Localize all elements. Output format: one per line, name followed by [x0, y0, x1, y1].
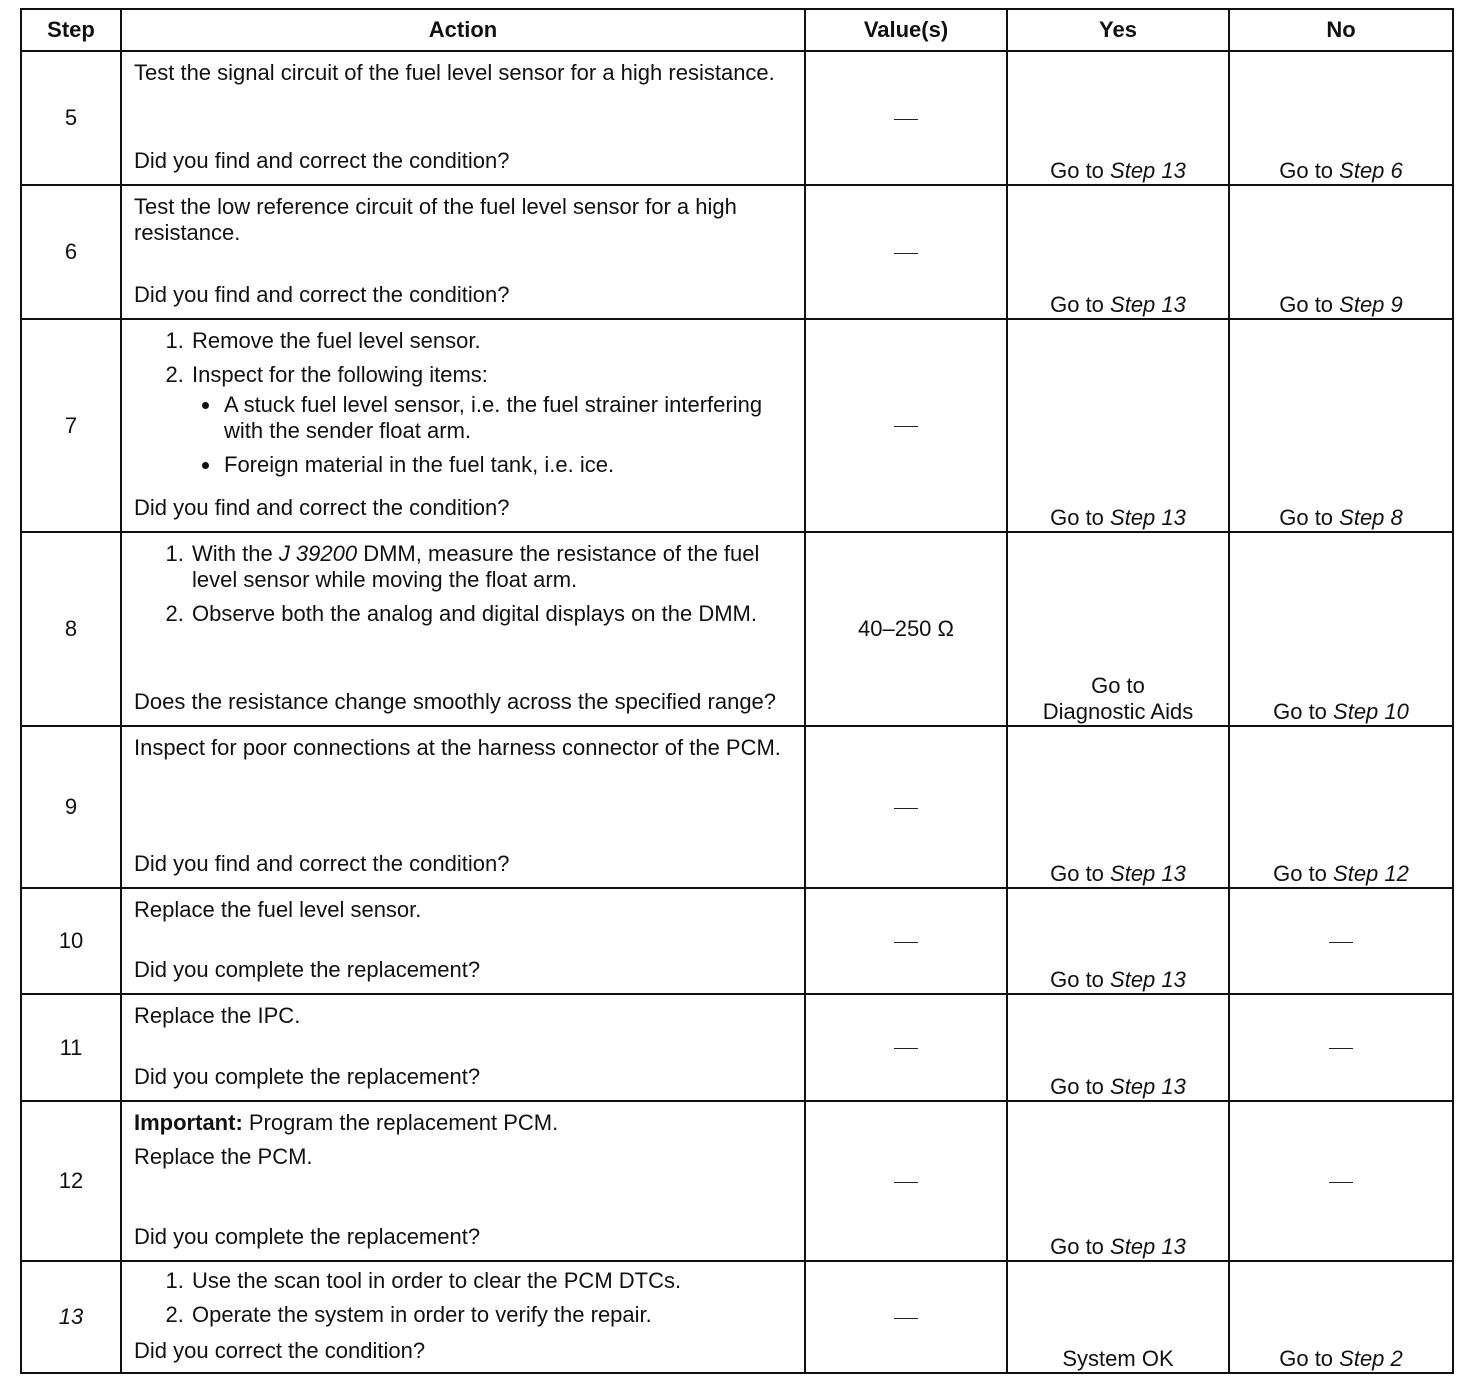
- action-question: Did you find and correct the condition?: [134, 148, 510, 173]
- value-cell: [805, 888, 1007, 994]
- yes-prefix: Go to: [1091, 673, 1145, 698]
- step-number: 6: [21, 185, 121, 319]
- action-cell: [121, 532, 805, 726]
- header-step: Step: [21, 9, 121, 51]
- step-number: 11: [21, 994, 121, 1101]
- no-step-link[interactable]: Step 2: [1339, 1346, 1403, 1371]
- table-row: [21, 185, 1453, 319]
- no-cell: [1229, 888, 1453, 994]
- empty-no-dash: [1329, 1182, 1353, 1183]
- header-values: Value(s): [805, 9, 1007, 51]
- tool-reference: J 39200: [278, 541, 358, 566]
- value-cell: [805, 1261, 1007, 1373]
- header-action: Action: [121, 9, 805, 51]
- yes-step-link[interactable]: Step 13: [1110, 1234, 1186, 1259]
- no-prefix: Go to: [1279, 1346, 1340, 1371]
- yes-cell: [1007, 532, 1229, 726]
- important-label: Important:: [134, 1110, 243, 1135]
- action-cell: [121, 51, 805, 185]
- diagnostic-table: [20, 8, 1454, 1374]
- empty-value-dash: [894, 1318, 918, 1319]
- yes-prefix: Go to: [1050, 861, 1111, 886]
- yes-cell: [1007, 185, 1229, 319]
- action-step-item: 1. Use the scan tool in order to clear the PCM DTCs.: [190, 1268, 792, 1294]
- value-cell: [805, 1101, 1007, 1261]
- action-question: Did you correct the condition?: [134, 1338, 426, 1363]
- no-step-link[interactable]: Step 10: [1333, 699, 1409, 724]
- action-cell: [121, 185, 805, 319]
- empty-value-dash: [894, 253, 918, 254]
- action-question: Did you complete the replacement?: [134, 1064, 481, 1089]
- action-step-item: [190, 362, 792, 478]
- yes-prefix: Go to: [1050, 1074, 1111, 1099]
- value-cell: 40–250 Ω: [805, 532, 1007, 726]
- yes-prefix: Go to: [1050, 1234, 1111, 1259]
- no-prefix: Go to: [1273, 699, 1334, 724]
- no-prefix: Go to: [1279, 292, 1340, 317]
- step-number: 7: [21, 319, 121, 532]
- yes-cell: System OK: [1007, 1261, 1229, 1373]
- yes-prefix: Go to: [1050, 967, 1111, 992]
- yes-cell: [1007, 319, 1229, 532]
- no-prefix: Go to: [1279, 158, 1340, 183]
- step-number: 12: [21, 1101, 121, 1261]
- yes-cell: [1007, 51, 1229, 185]
- header-no: No: [1229, 9, 1453, 51]
- step-number: 8: [21, 532, 121, 726]
- action-steps: [134, 328, 792, 486]
- action-text: Test the signal circuit of the fuel level sensor for a high resistance.: [134, 60, 775, 85]
- action-cell: [121, 726, 805, 888]
- yes-step-link[interactable]: Step 13: [1110, 1074, 1186, 1099]
- action-question: Did you find and correct the condition?: [134, 282, 510, 307]
- action-cell: [121, 888, 805, 994]
- action-text: Replace the fuel level sensor.: [134, 897, 422, 922]
- no-cell: [1229, 532, 1453, 726]
- empty-value-dash: [894, 942, 918, 943]
- yes-step-link[interactable]: Step 13: [1110, 158, 1186, 183]
- no-step-link[interactable]: Step 9: [1339, 292, 1403, 317]
- empty-value-dash: [894, 1048, 918, 1049]
- step-number: 10: [21, 888, 121, 994]
- no-cell: [1229, 185, 1453, 319]
- table-row: [21, 888, 1453, 994]
- yes-step-link[interactable]: Step 13: [1110, 292, 1186, 317]
- action-step-text: With the: [192, 541, 279, 566]
- important-note: [134, 1110, 792, 1136]
- no-step-link[interactable]: Step 8: [1339, 505, 1403, 530]
- empty-no-dash: [1329, 942, 1353, 943]
- yes-cell: [1007, 726, 1229, 888]
- action-step-item: 2. Operate the system in order to verify the repair.: [190, 1302, 792, 1328]
- empty-no-dash: [1329, 1048, 1353, 1049]
- table-row: [21, 1261, 1453, 1373]
- action-question: Did you complete the replacement?: [134, 1224, 481, 1249]
- action-question: Did you find and correct the condition?: [134, 495, 510, 520]
- no-cell: [1229, 726, 1453, 888]
- action-question: Did you find and correct the condition?: [134, 851, 510, 876]
- header-yes: Yes: [1007, 9, 1229, 51]
- value-cell: [805, 51, 1007, 185]
- no-prefix: Go to: [1279, 505, 1340, 530]
- action-question: Does the resistance change smoothly across the specified range?: [134, 689, 777, 714]
- no-cell: [1229, 1261, 1453, 1373]
- diagnostic-aids-link[interactable]: Diagnostic Aids: [1042, 699, 1194, 724]
- step-number: 9: [21, 726, 121, 888]
- action-steps: [134, 1268, 792, 1336]
- action-step-item: [190, 541, 792, 593]
- action-text: Replace the IPC.: [134, 1003, 301, 1028]
- important-text: Program the replacement PCM.: [242, 1110, 559, 1135]
- table-row: [21, 994, 1453, 1101]
- value-cell: [805, 994, 1007, 1101]
- yes-step-link[interactable]: Step 13: [1110, 861, 1186, 886]
- bullet-item: • A stuck fuel level sensor, i.e. the fuel strainer interfering with the sender float arm.: [222, 392, 792, 444]
- action-cell: [121, 1101, 805, 1261]
- table-row: [21, 532, 1453, 726]
- yes-cell: [1007, 1101, 1229, 1261]
- yes-prefix: Go to: [1050, 292, 1111, 317]
- bullet-list: [192, 392, 792, 478]
- no-prefix: Go to: [1273, 861, 1334, 886]
- yes-step-link[interactable]: Step 13: [1110, 967, 1186, 992]
- no-step-link[interactable]: Step 12: [1333, 861, 1409, 886]
- action-steps: [134, 541, 792, 635]
- table-row: [21, 51, 1453, 185]
- action-cell: [121, 994, 805, 1101]
- empty-value-dash: [894, 808, 918, 809]
- action-text: Test the low reference circuit of the fuel level sensor for a high resistance.: [134, 194, 737, 245]
- action-step-text: DMM, measure the resistance of the fuel level sensor while moving the float arm.: [192, 541, 760, 592]
- header-row: [21, 9, 1453, 51]
- yes-cell: [1007, 994, 1229, 1101]
- yes-prefix: Go to: [1050, 505, 1111, 530]
- value-cell: [805, 185, 1007, 319]
- action-text: Replace the PCM.: [134, 1144, 313, 1169]
- action-step-item: 2. Observe both the analog and digital displays on the DMM.: [190, 601, 792, 627]
- action-cell: [121, 319, 805, 532]
- action-question: Did you complete the replacement?: [134, 957, 481, 982]
- empty-value-dash: [894, 119, 918, 120]
- step-number: 5: [21, 51, 121, 185]
- step-number: 13: [21, 1261, 121, 1373]
- action-cell: [121, 1261, 805, 1373]
- table-row: [21, 1101, 1453, 1261]
- empty-value-dash: [894, 426, 918, 427]
- no-cell: [1229, 51, 1453, 185]
- table-row: [21, 726, 1453, 888]
- yes-prefix: Go to: [1050, 158, 1111, 183]
- table-row: [21, 319, 1453, 532]
- yes-step-link[interactable]: Step 13: [1110, 505, 1186, 530]
- action-step-text: Inspect for the following items:: [192, 362, 488, 387]
- value-cell: [805, 726, 1007, 888]
- yes-cell: [1007, 888, 1229, 994]
- no-cell: [1229, 319, 1453, 532]
- no-cell: [1229, 994, 1453, 1101]
- no-step-link[interactable]: Step 6: [1339, 158, 1403, 183]
- no-cell: [1229, 1101, 1453, 1261]
- empty-value-dash: [894, 1182, 918, 1183]
- bullet-item: • Foreign material in the fuel tank, i.e. ice.: [222, 452, 792, 478]
- action-step-item: 1. Remove the fuel level sensor.: [190, 328, 792, 354]
- value-cell: [805, 319, 1007, 532]
- action-text: Inspect for poor connections at the harness connector of the PCM.: [134, 735, 781, 760]
